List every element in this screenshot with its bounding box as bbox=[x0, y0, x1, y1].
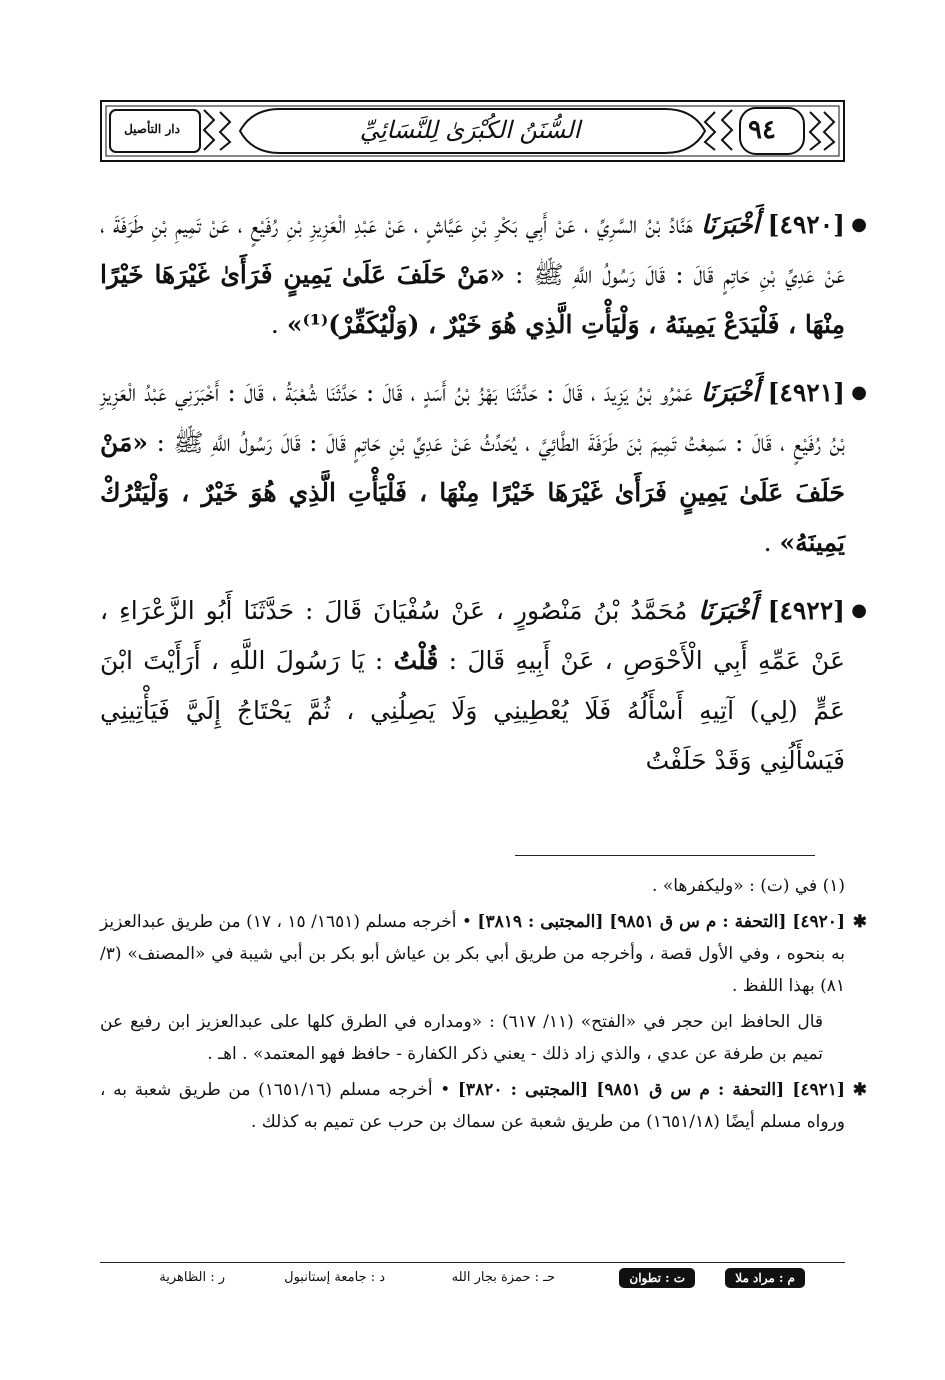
akhbarana: أَخْبَرَنَا bbox=[701, 210, 760, 239]
takhrij-4920-comment: قال الحافظ ابن حجر في «الفتح» (١١/ ٦١٧) : «ومداره في الطرق كلها على عبدالعزيز ابن رفيع عن تميم بن طرفة عن عدي ، والذي زاد ذلك - يعني ذكر الكفارة - حافظ فهو المعتمد» . اهـ . bbox=[100, 1012, 823, 1064]
siglum-r: ر : الظاهرية bbox=[159, 1270, 225, 1285]
isnad: هَنَّادُ بْنُ السَّرِيِّ ، عَنْ أَبِي بَكْرِ بْنِ عَيَّاشٍ ، عَنْ عَبْدِ الْعَزِيزِ بْنِ رُفَيْعٍ ، عَنْ تَمِيمِ بْنِ طَرَفَةَ ، عَنْ عَدِيِّ بْنِ حَاتِمٍ قَالَ : قَالَ رَسُولُ اللَّهِ ﷺ : bbox=[100, 210, 845, 289]
bullet-icon: ● bbox=[851, 600, 867, 621]
hadith-end: : يَا رَسُولَ اللَّهِ ، أَرَأَيْتَ ابْنَ عَمٍّ (لِي) آتِيهِ أَسْأَلُهُ فَلَا يُعْطِينِي وَلَا يَصِلُنِي ، ثُمَّ يَحْتَاجُ إِلَيَّ فَيَأْتِينِي فَيَسْأَلُنِي وَقَدْ حَلَفْتُ bbox=[100, 646, 845, 775]
siglum-t: ت : تطوان bbox=[619, 1268, 695, 1288]
matn: قُلْتُ bbox=[393, 646, 439, 675]
main-text bbox=[100, 200, 867, 804]
takhrij-4921 bbox=[100, 1074, 867, 1138]
hadith-number: [٤٩٢٢] bbox=[767, 596, 845, 625]
hadith-4921 bbox=[100, 368, 867, 568]
page-number: ٩٤ bbox=[748, 115, 776, 145]
takhrij-head: [٤٩٢٠] [التحفة : م س ق ٩٨٥١] [المجتبى : ٣٨١٩] bbox=[477, 912, 845, 932]
hadith-4920 bbox=[100, 200, 867, 350]
matn: «مَنْ حَلَفَ عَلَىٰ يَمِينٍ فَرَأَىٰ غَيْرَهَا خَيْرًا مِنْهَا ، فَلْيَأْتِ الَّذِي هُوَ خَيْرٌ ، وَلْيَتْرُكْ يَمِينَهُ» bbox=[100, 428, 845, 557]
takhrij-4920 bbox=[100, 906, 867, 1002]
takhrij-body: • أخرجه مسلم (١٦٥١/ ١٥ ، ١٧) من طريق عبدالعزيز به بنحوه ، وفي الأول قصة ، وأخرجه من طريق أبي بكر بن عياش أبو بكر بن أبي شيبة في «المصنف» (٣/ ٨١) بهذا اللفظ . bbox=[100, 912, 845, 996]
footer-rule bbox=[100, 1262, 845, 1263]
hadith-number: [٤٩٢١] bbox=[767, 378, 845, 407]
siglum-m: م : مراد ملا bbox=[725, 1268, 805, 1288]
footnotes bbox=[100, 870, 867, 1142]
takhrij-head: [٤٩٢١] [التحفة : م س ق ٩٨٥١] [المجتبى : ٣٨٢٠] bbox=[457, 1080, 845, 1100]
bullet-icon: ● bbox=[851, 214, 867, 235]
akhbarana: أَخْبَرَنَا bbox=[698, 596, 757, 625]
hadith-end: . bbox=[270, 310, 287, 339]
publisher-emblem: دار التأصيل bbox=[124, 122, 180, 137]
footnote-separator bbox=[515, 855, 815, 856]
asterisk-icon: ✱ bbox=[852, 1080, 867, 1100]
footnote-1: (١) في (ت) : «وليكفرها» . bbox=[652, 876, 845, 896]
siglum-d: د : جامعة إستانبول bbox=[284, 1270, 385, 1285]
hadith-end: . bbox=[763, 528, 780, 557]
manuscript-sigla bbox=[100, 1266, 845, 1296]
siglum-h: حـ : حمزة بجار الله bbox=[451, 1270, 555, 1285]
book-title: السُّنَنُ الكُبْرَىٰ لِلنَّسَائِيِّ bbox=[359, 116, 581, 144]
hadith-4922 bbox=[100, 586, 867, 786]
hadith-number: [٤٩٢٠] bbox=[767, 210, 845, 239]
isnad: عَمْرُو بْنُ يَزِيدَ ، قَالَ : حَدَّثَنَا بَهْزُ بْنُ أَسَدٍ ، قَالَ : حَدَّثَنَا شُعْبَةُ ، قَالَ : أَخْبَرَنِي عَبْدُ الْعَزِيزِ بْنُ رُفَيْعٍ ، قَالَ : سَمِعْتُ تَمِيمَ بْنَ طَرَفَةَ الطَّائِيَّ ، يُحَدِّثُ عَنْ عَدِيِّ بْنِ حَاتِمٍ قَالَ : قَالَ رَسُولُ اللَّهِ ﷺ : bbox=[100, 378, 845, 457]
bullet-icon: ● bbox=[851, 382, 867, 403]
asterisk-icon: ✱ bbox=[852, 912, 867, 932]
takhrij-body: • أخرجه مسلم (١٦٥١/١٦) من طريق شعبة به ، ورواه مسلم أيضًا (١٦٥١/١٨) من طريق شعبة عن سماك بن حرب عن تميم به كذلك . bbox=[100, 1080, 845, 1132]
isnad: مُحَمَّدُ بْنُ مَنْصُورٍ ، عَنْ سُفْيَانَ قَالَ : حَدَّثَنَا أَبُو الزَّعْرَاءِ ، عَنْ عَمِّهِ أَبِي الْأَحْوَصِ ، عَنْ أَبِيهِ قَالَ : bbox=[100, 596, 845, 675]
akhbarana: أَخْبَرَنَا bbox=[701, 378, 760, 407]
matn: «مَنْ حَلَفَ عَلَىٰ يَمِينٍ فَرَأَىٰ غَيْرَهَا خَيْرًا مِنْهَا ، فَلْيَدَعْ يَمِينَهُ ، وَلْيَأْتِ الَّذِي هُوَ خَيْرٌ ، (وَلْيُكَفِّرْ)⁽¹⁾» bbox=[100, 260, 845, 339]
